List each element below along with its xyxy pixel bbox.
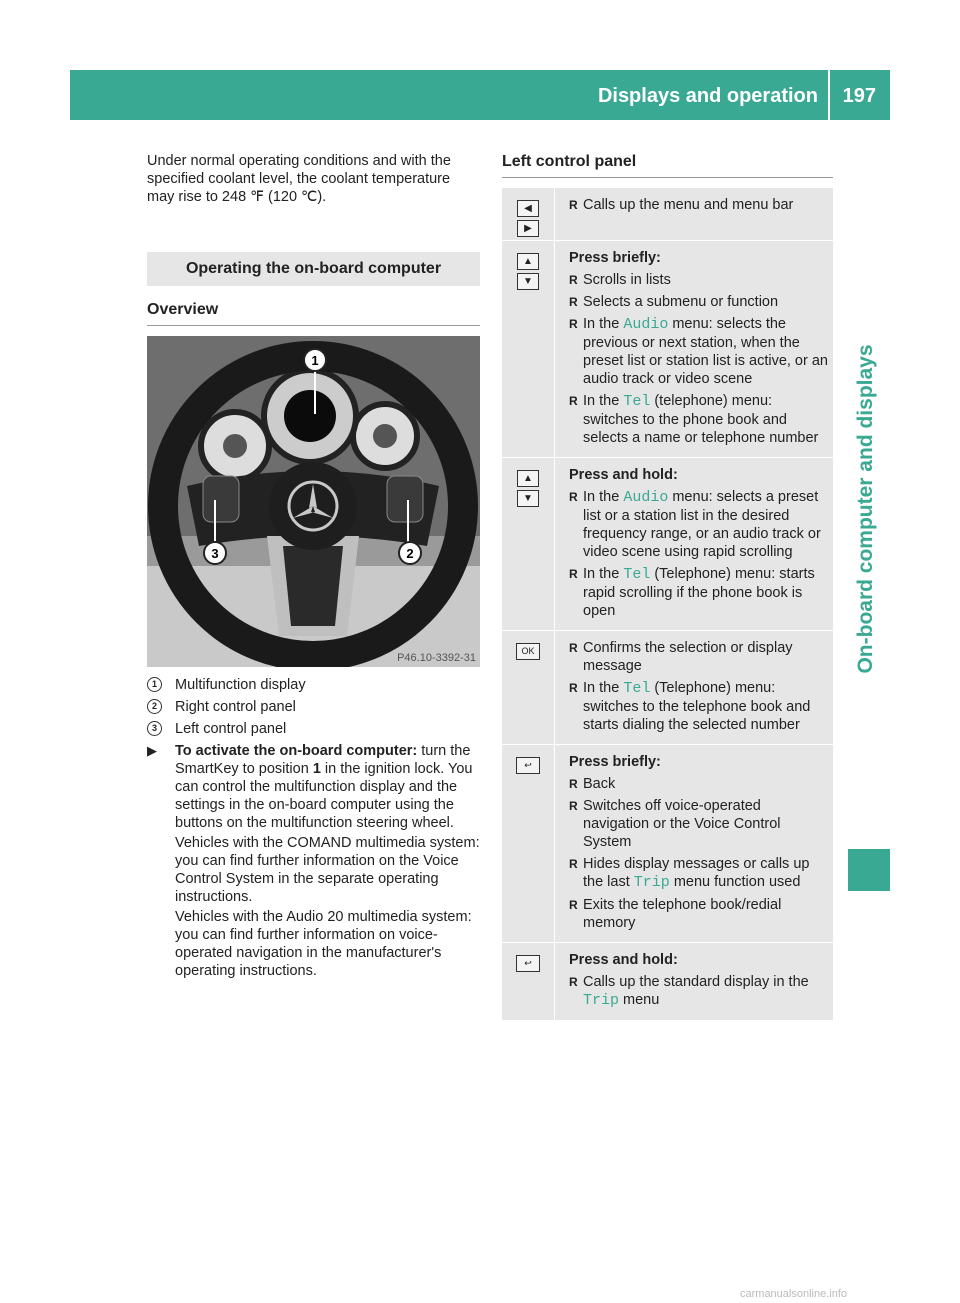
svg-text:2: 2 xyxy=(406,546,414,561)
subheading: Press briefly: xyxy=(569,250,661,266)
step-arrow-icon: ▶ xyxy=(147,743,157,758)
callout-3 xyxy=(204,542,226,564)
header-title: Displays and operation xyxy=(597,85,818,107)
right-arrow-key-icon: ▶ xyxy=(517,220,539,237)
legend-item xyxy=(147,696,480,718)
key-cell xyxy=(502,458,555,630)
description-cell xyxy=(555,458,833,630)
key-cell xyxy=(502,745,555,942)
audio20-note: Vehicles with the Audio 20 multimedia system: you can find further information on voice-operated navigation in the manufacturer's operating instructions. xyxy=(175,909,472,979)
bullet-item: R Selects a submenu or function xyxy=(569,293,829,311)
key-cell xyxy=(502,188,555,240)
photo-code: P46.10-3392-31 xyxy=(397,652,476,664)
svg-text:3: 3 xyxy=(211,546,219,561)
bullet-item: R Confirms the selection or display message xyxy=(569,639,829,675)
svg-text:1: 1 xyxy=(311,353,319,368)
table-row xyxy=(502,745,833,943)
legend-item xyxy=(147,674,480,696)
table-row xyxy=(502,241,833,458)
steering-wheel-photo xyxy=(147,336,480,667)
side-tab-label: On-board computer and displays xyxy=(854,344,877,674)
control-table xyxy=(502,188,833,1021)
bullet-item: R In the Tel (Telephone) menu: switches to the telephone book and starts dialing the selected number xyxy=(569,679,829,734)
description-cell xyxy=(555,943,833,1020)
description-cell xyxy=(555,631,833,744)
left-column xyxy=(147,152,480,980)
up-arrow-key-icon: ▲ xyxy=(517,253,539,270)
legend-text: Left control panel xyxy=(175,721,287,737)
overview-heading: Overview xyxy=(147,300,480,326)
table-row xyxy=(502,943,833,1021)
legend-text: Multifunction display xyxy=(175,677,306,693)
bullet-item: R In the Audio menu: selects a preset list or a station list in the desired frequency range, or an audio track or video scene using rapid scrolling xyxy=(569,488,829,561)
left-arrow-key-icon: ◀ xyxy=(517,200,539,217)
watermark: carmanualsonline.info xyxy=(740,1288,848,1300)
table-row xyxy=(502,631,833,745)
side-tab xyxy=(855,224,877,794)
header-divider xyxy=(828,70,830,120)
back-key-icon: ↩ xyxy=(516,757,540,774)
description-cell xyxy=(555,241,833,457)
section-title: Operating the on-board computer xyxy=(147,252,480,286)
bullet-item: R Exits the telephone book/redial memory xyxy=(569,896,829,932)
description-cell xyxy=(555,188,833,240)
steering-wheel-illustration xyxy=(147,336,480,667)
right-column xyxy=(502,152,833,1021)
bullet-item: R Scrolls in lists xyxy=(569,271,829,289)
subheading: Press and hold: xyxy=(569,467,678,483)
up-arrow-key-icon: ▲ xyxy=(517,470,539,487)
bullet-item: R In the Audio menu: selects the previous or next station, when the preset list or station list is active, or an audio track or video scene xyxy=(569,315,829,388)
legend-text: Right control panel xyxy=(175,699,296,715)
bullet-item: R Calls up the standard display in the Trip menu xyxy=(569,973,829,1010)
step-paragraph: To activate the on-board computer: turn the SmartKey to position 1 in the ignition lock. You can control the multifunction display and the settings in the on-board computer using the buttons on the multifunction steering wheel. xyxy=(175,743,473,831)
key-cell xyxy=(502,943,555,1020)
down-arrow-key-icon: ▼ xyxy=(517,273,539,290)
page-number: 197 xyxy=(842,85,876,107)
description-cell xyxy=(555,745,833,942)
key-cell xyxy=(502,631,555,744)
comand-note: Vehicles with the COMAND multimedia system: you can find further information on the Voice Control System in the separate operating instructions. xyxy=(175,835,480,905)
left-control-panel-heading: Left control panel xyxy=(502,152,833,178)
bullet-item: R Back xyxy=(569,775,829,793)
callout-1 xyxy=(304,349,326,371)
bullet-item: R Hides display messages or calls up the last Trip menu function used xyxy=(569,855,829,892)
bullet-item: R In the Tel (telephone) menu: switches to the phone book and selects a name or telephone number xyxy=(569,392,829,447)
callout-2 xyxy=(399,542,421,564)
subheading: Press briefly: xyxy=(569,754,661,770)
key-cell xyxy=(502,241,555,457)
back-key-icon: ↩ xyxy=(516,955,540,972)
page-header xyxy=(70,70,890,120)
bullet-item: R Calls up the menu and menu bar xyxy=(569,196,829,214)
subheading: Press and hold: xyxy=(569,952,678,968)
table-row xyxy=(502,458,833,631)
ok-key-icon: OK xyxy=(516,643,540,660)
legend-item xyxy=(147,718,480,740)
legend-number: 3 xyxy=(147,721,162,736)
legend-number: 1 xyxy=(147,677,162,692)
intro-paragraph: Under normal operating conditions and with the specified coolant level, the coolant temperature may rise to 248 ℉ (120 ℃). xyxy=(147,153,451,205)
side-tab-marker xyxy=(848,849,890,891)
activation-step xyxy=(147,742,480,980)
legend-number: 2 xyxy=(147,699,162,714)
down-arrow-key-icon: ▼ xyxy=(517,490,539,507)
bullet-item: R Switches off voice-operated navigation or the Voice Control System xyxy=(569,797,829,851)
legend xyxy=(147,674,480,740)
bullet-item: R In the Tel (Telephone) menu: starts rapid scrolling if the phone book is open xyxy=(569,565,829,620)
table-row xyxy=(502,188,833,241)
